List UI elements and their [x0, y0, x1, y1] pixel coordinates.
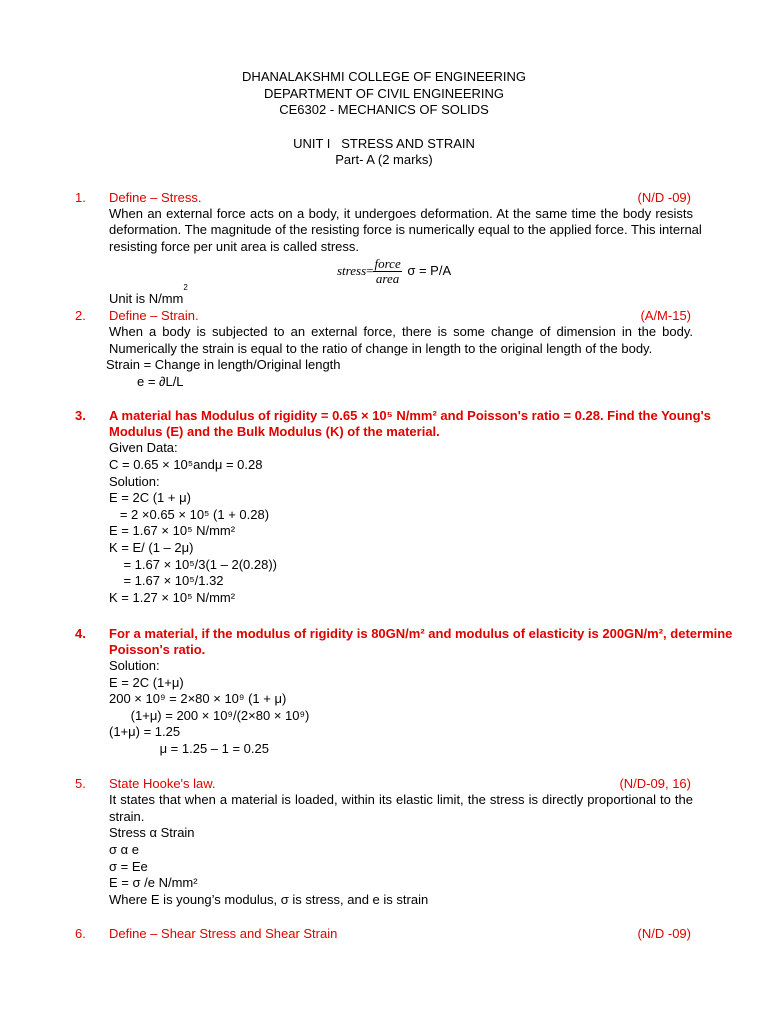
course-title: CE6302 - MECHANICS OF SOLIDS	[279, 102, 489, 117]
q3-step: C = 0.65 × 10⁵andμ = 0.28	[109, 457, 263, 472]
q4-step: Solution:	[109, 658, 160, 673]
q4-step: E = 2C (1+μ)	[109, 675, 184, 690]
q5-step: Stress α Strain	[109, 825, 195, 840]
formula-numerator: force	[374, 256, 401, 272]
q3-number: 3.	[75, 408, 86, 423]
q6-ref: (N/D -09)	[637, 926, 691, 941]
q4-title-line: Poisson's ratio.	[109, 642, 206, 657]
q2-ref: (A/M-15)	[640, 308, 691, 323]
unit-superscript: 2	[183, 283, 188, 292]
q2-title: Define – Strain.	[109, 308, 199, 323]
formula-equals: =	[366, 263, 374, 278]
q2-text-line: Numerically the strain is equal to the ratio of change in length to the original length of the body.	[109, 341, 653, 356]
formula-lhs: stress	[337, 263, 367, 278]
q2-number: 2.	[75, 308, 86, 323]
strain-equation: e = ∂L/L	[137, 374, 184, 389]
q1-text-line: resisting force per unit area is called stress.	[109, 239, 359, 254]
q4-number: 4.	[75, 626, 86, 641]
q1-ref: (N/D -09)	[637, 190, 691, 205]
q1-unit	[109, 283, 188, 307]
q4-step: 200 × 10⁹ = 2×80 × 10⁹ (1 + μ)	[109, 691, 287, 706]
q4-title-line: For a material, if the modulus of rigidity is 80GN/m² and modulus of elasticity is 200GN/m², determine	[109, 626, 733, 641]
q4-step: (1+μ) = 1.25	[109, 724, 181, 739]
department-name: DEPARTMENT OF CIVIL ENGINEERING	[263, 86, 505, 101]
q5-title: State Hooke's law.	[109, 776, 216, 791]
q1-text-line: deformation. The magnitude of the resisting force is numerically equal to the applied force. This internal	[109, 222, 702, 237]
q1-text-line: When an external force acts on a body, it undergoes deformation. At the same time the body resists	[109, 206, 693, 221]
formula-denominator: area	[375, 271, 400, 287]
q3-step: = 2 ×0.65 × 10⁵ (1 + 0.28)	[109, 507, 270, 522]
q1-number: 1.	[75, 190, 86, 205]
q3-step: E = 2C (1 + μ)	[109, 490, 191, 505]
q3-step: K = 1.27 × 10⁵ N/mm²	[109, 590, 236, 605]
q6-title: Define – Shear Stress and Shear Strain	[109, 926, 338, 941]
q3-step: E = 1.67 × 10⁵ N/mm²	[109, 523, 236, 538]
q5-text-line: It states that when a material is loaded, within its elastic limit, the stress is directly proportional to the	[109, 792, 693, 807]
q5-step: σ = Ee	[109, 859, 148, 874]
strain-definition: Strain = Change in length/Original length	[106, 357, 341, 372]
q3-title-line: Modulus (E) and the Bulk Modulus (K) of the material.	[109, 424, 440, 439]
formula-fraction	[373, 257, 401, 286]
q4-step: (1+μ) = 200 × 10⁹/(2×80 × 10⁹)	[109, 708, 310, 723]
q3-step: Given Data:	[109, 440, 178, 455]
q5-step: σ α e	[109, 842, 139, 857]
part-title: Part- A (2 marks)	[335, 152, 433, 167]
q2-text-line: When a body is subjected to an external force, there is some change of dimension in the body.	[109, 324, 693, 339]
q1-title: Define – Stress.	[109, 190, 202, 205]
formula-rhs: σ = P/A	[407, 263, 452, 278]
q5-ref: (N/D-09, 16)	[619, 776, 691, 791]
college-name: DHANALAKSHMI COLLEGE OF ENGINEERING	[242, 69, 526, 84]
q5-number: 5.	[75, 776, 86, 791]
unit-text: Unit is N/mm	[109, 291, 184, 306]
q3-title-line: A material has Modulus of rigidity = 0.65 × 10⁵ N/mm² and Poisson's ratio = 0.28. Find the Young's	[109, 408, 711, 423]
q6-number: 6.	[75, 926, 86, 941]
q3-step: K = E/ (1 – 2μ)	[109, 540, 194, 555]
q4-step: μ = 1.25 – 1 = 0.25	[109, 741, 269, 756]
q3-step: = 1.67 × 10⁵/3(1 – 2(0.28))	[109, 557, 277, 572]
q5-step: strain.	[109, 809, 145, 824]
q5-step: E = σ /e N/mm²	[109, 875, 198, 890]
unit-title: UNIT I STRESS AND STRAIN	[293, 136, 475, 151]
q3-step: Solution:	[109, 474, 160, 489]
q3-step: = 1.67 × 10⁵/1.32	[109, 573, 224, 588]
q5-step: Where E is young’s modulus, σ is stress, and e is strain	[109, 892, 429, 907]
stress-formula	[337, 254, 451, 288]
